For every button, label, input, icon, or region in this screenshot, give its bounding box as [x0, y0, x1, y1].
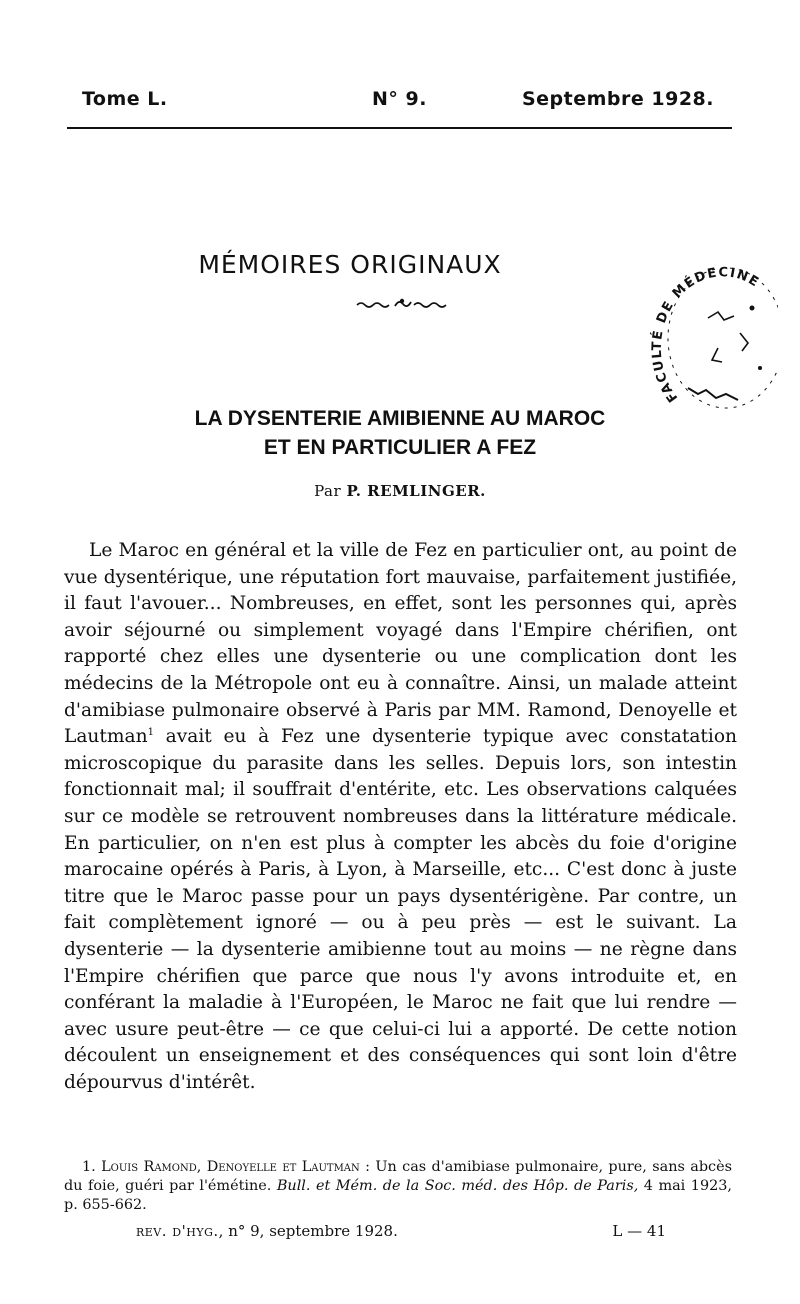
author-name: P. REMLINGER.: [346, 482, 486, 500]
stamp-arc-text: FACULTÉ DE MÉDECINE: [649, 265, 763, 405]
issue-number: N° 9.: [372, 88, 427, 110]
paragraph-text-part-1: Le Maroc en général et la ville de Fez en particulier ont, au point de vue dysentérique, une réputation fort mauvaise, parfaitement justifiée, il faut l'avouer... Nombreuses, en effet, sont les personnes qui, après avoir séjourné ou simplement voyagé dans l'Empire chérifien, ont rapporté chez elles une dysenterie ou une complication dont les médecins de la Métropole ont eu à connaître. Ainsi, un malade atteint d'amibiase pulmonaire observé à Paris par MM. Ramond, Denoyelle et Lautman: [64, 540, 737, 748]
running-footer: [136, 1222, 666, 1244]
section-title: MÉMOIRES ORIGINAUX: [198, 250, 502, 279]
running-header: [82, 88, 714, 118]
footnote-number: 1.: [82, 1159, 96, 1175]
footnote-authors: Louis Ramond, Denoyelle et Lautman: [101, 1159, 360, 1175]
issue-date: Septembre 1928.: [521, 88, 714, 110]
footer-citation: [136, 1222, 398, 1240]
footnote: [64, 1158, 732, 1215]
article-title-line-1: LA DYSENTERIE AMIBIENNE AU MAROC: [194, 407, 606, 430]
footnote-text: [64, 1158, 732, 1215]
volume-label: Tome L.: [82, 88, 168, 110]
ornament-divider: [355, 296, 450, 310]
page-number: L — 41: [612, 1222, 666, 1240]
article-title-line-2: ET EN PARTICULIER A FEZ: [263, 436, 537, 459]
article-title: [90, 404, 710, 462]
paragraph-text-part-2: avait eu à Fez une dysenterie typique avec constatation microscopique du parasite dans les selles. Depuis lors, son intestin fonctionnait mal; il souffrait d'entérite, etc. Les observations calquées sur ce modèle se retrouvent nombreuses dans la littérature médicale. En particulier, on n'en est plus à compter les abcès du foie d'origine marocaine opérés à Paris, à Lyon, à Marseille, etc... C'est donc à juste titre que le Maroc passe pour un pays dysentérigène. Par contre, un fait complètement ignoré — ou à peu près — est le suivant. La dysenterie — la dysenterie amibienne tout au moins — ne règne dans l'Empire chérifien que parce que nous l'y avons introduite et, en conférant la maladie à l'Européen, le Maroc ne fait que lui rendre — avec usure peut-être — ce que celui-ci lui a apporté. De cette notion découlent un enseignement et des conséquences qui sont loin d'être dépourvus d'intérêt.: [64, 726, 737, 1093]
byline: [100, 482, 700, 500]
journal-abbrev: rev. d'hyg.: [136, 1222, 219, 1240]
body-paragraph: [64, 538, 737, 1096]
footnote-reference[interactable]: 1: [147, 726, 154, 738]
library-stamp: [648, 238, 778, 428]
footnote-journal: Bull. et Mém. de la Soc. méd. des Hôp. de Paris,: [276, 1178, 639, 1194]
header-rule: [67, 127, 732, 129]
footer-issue: , n° 9, septembre 1928.: [218, 1222, 398, 1240]
footnote-title: : Un cas d'amibiase pulmonaire, pure, sans abcès du foie, guéri par l'émétine.: [64, 1159, 732, 1194]
footnote-date-pages: 4 mai 1923, p. 655-662.: [64, 1178, 732, 1213]
article-body: [64, 538, 737, 1096]
byline-prefix: Par: [314, 482, 342, 500]
